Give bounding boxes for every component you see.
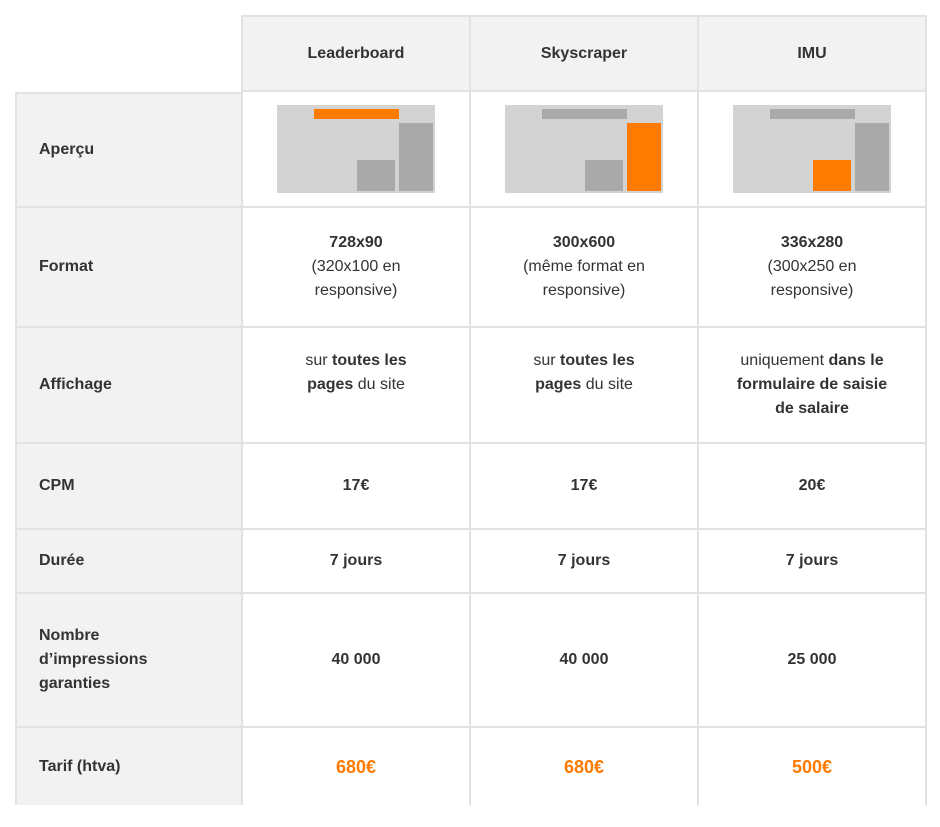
affichage-pre: uniquement: [740, 352, 829, 369]
format-note: (320x100 en responsive): [311, 258, 401, 299]
row-label-apercu: Aperçu: [15, 92, 243, 208]
format-size: 336x280: [780, 234, 844, 251]
row-label-cpm: CPM: [15, 444, 243, 530]
affichage-post: du site: [581, 376, 633, 393]
preview-content-box: [813, 160, 851, 191]
affichage-bold: toutes les pages: [307, 352, 407, 393]
affichage-text: [519, 349, 649, 397]
duree-value: 7 jours: [699, 530, 927, 594]
preview-top-banner: [770, 109, 855, 119]
format-note: (même format en responsive): [523, 258, 645, 299]
pricing-table: [15, 15, 927, 805]
affichage-bold: dans le formulaire de saisie de salaire: [736, 352, 888, 417]
affichage-text: [732, 349, 892, 421]
format-size: 728x90: [329, 234, 383, 251]
preview-cell: [699, 92, 927, 208]
duree-value: 7 jours: [243, 530, 471, 594]
row-label-affichage: Affichage: [15, 328, 243, 444]
preview-content-box: [585, 160, 623, 191]
leaderboard-preview: [277, 105, 435, 193]
affichage-cell: [699, 328, 927, 444]
column-header-skyscraper: Skyscraper: [471, 15, 699, 92]
tarif-value: 680€: [243, 728, 471, 805]
affichage-bold: toutes les pages: [535, 352, 635, 393]
table-corner: [15, 15, 243, 92]
preview-cell: [243, 92, 471, 208]
row-label-impressions: [15, 594, 243, 728]
tarif-value: 500€: [699, 728, 927, 805]
format-cell: [471, 208, 699, 328]
row-label-duree: Durée: [15, 530, 243, 594]
preview-top-banner: [542, 109, 627, 119]
impressions-value: 40 000: [471, 594, 699, 728]
impressions-value: 25 000: [699, 594, 927, 728]
cpm-value: 17€: [471, 444, 699, 530]
affichage-cell: [243, 328, 471, 444]
cpm-value: 20€: [699, 444, 927, 530]
format-cell: [243, 208, 471, 328]
affichage-pre: sur: [533, 352, 560, 369]
row-label-format: Format: [15, 208, 243, 328]
row-label-tarif: Tarif (htva): [15, 728, 243, 805]
impressions-value: 40 000: [243, 594, 471, 728]
preview-side-column: [627, 123, 661, 191]
format-size: 300x600: [552, 234, 616, 251]
duree-value: 7 jours: [471, 530, 699, 594]
cpm-value: 17€: [243, 444, 471, 530]
affichage-post: du site: [353, 376, 405, 393]
tarif-value: 680€: [471, 728, 699, 805]
preview-cell: [471, 92, 699, 208]
preview-side-column: [399, 123, 433, 191]
skyscraper-preview: [505, 105, 663, 193]
affichage-text: [291, 349, 421, 397]
preview-content-box: [357, 160, 395, 191]
column-header-imu: IMU: [699, 15, 927, 92]
format-note: (300x250 en responsive): [767, 258, 857, 299]
row-label-text: Nombre d’impressions garanties: [39, 627, 148, 692]
affichage-cell: [471, 328, 699, 444]
column-header-leaderboard: Leaderboard: [243, 15, 471, 92]
imu-preview: [733, 105, 891, 193]
preview-top-banner: [314, 109, 399, 119]
preview-side-column: [855, 123, 889, 191]
format-cell: [699, 208, 927, 328]
affichage-pre: sur: [305, 352, 332, 369]
